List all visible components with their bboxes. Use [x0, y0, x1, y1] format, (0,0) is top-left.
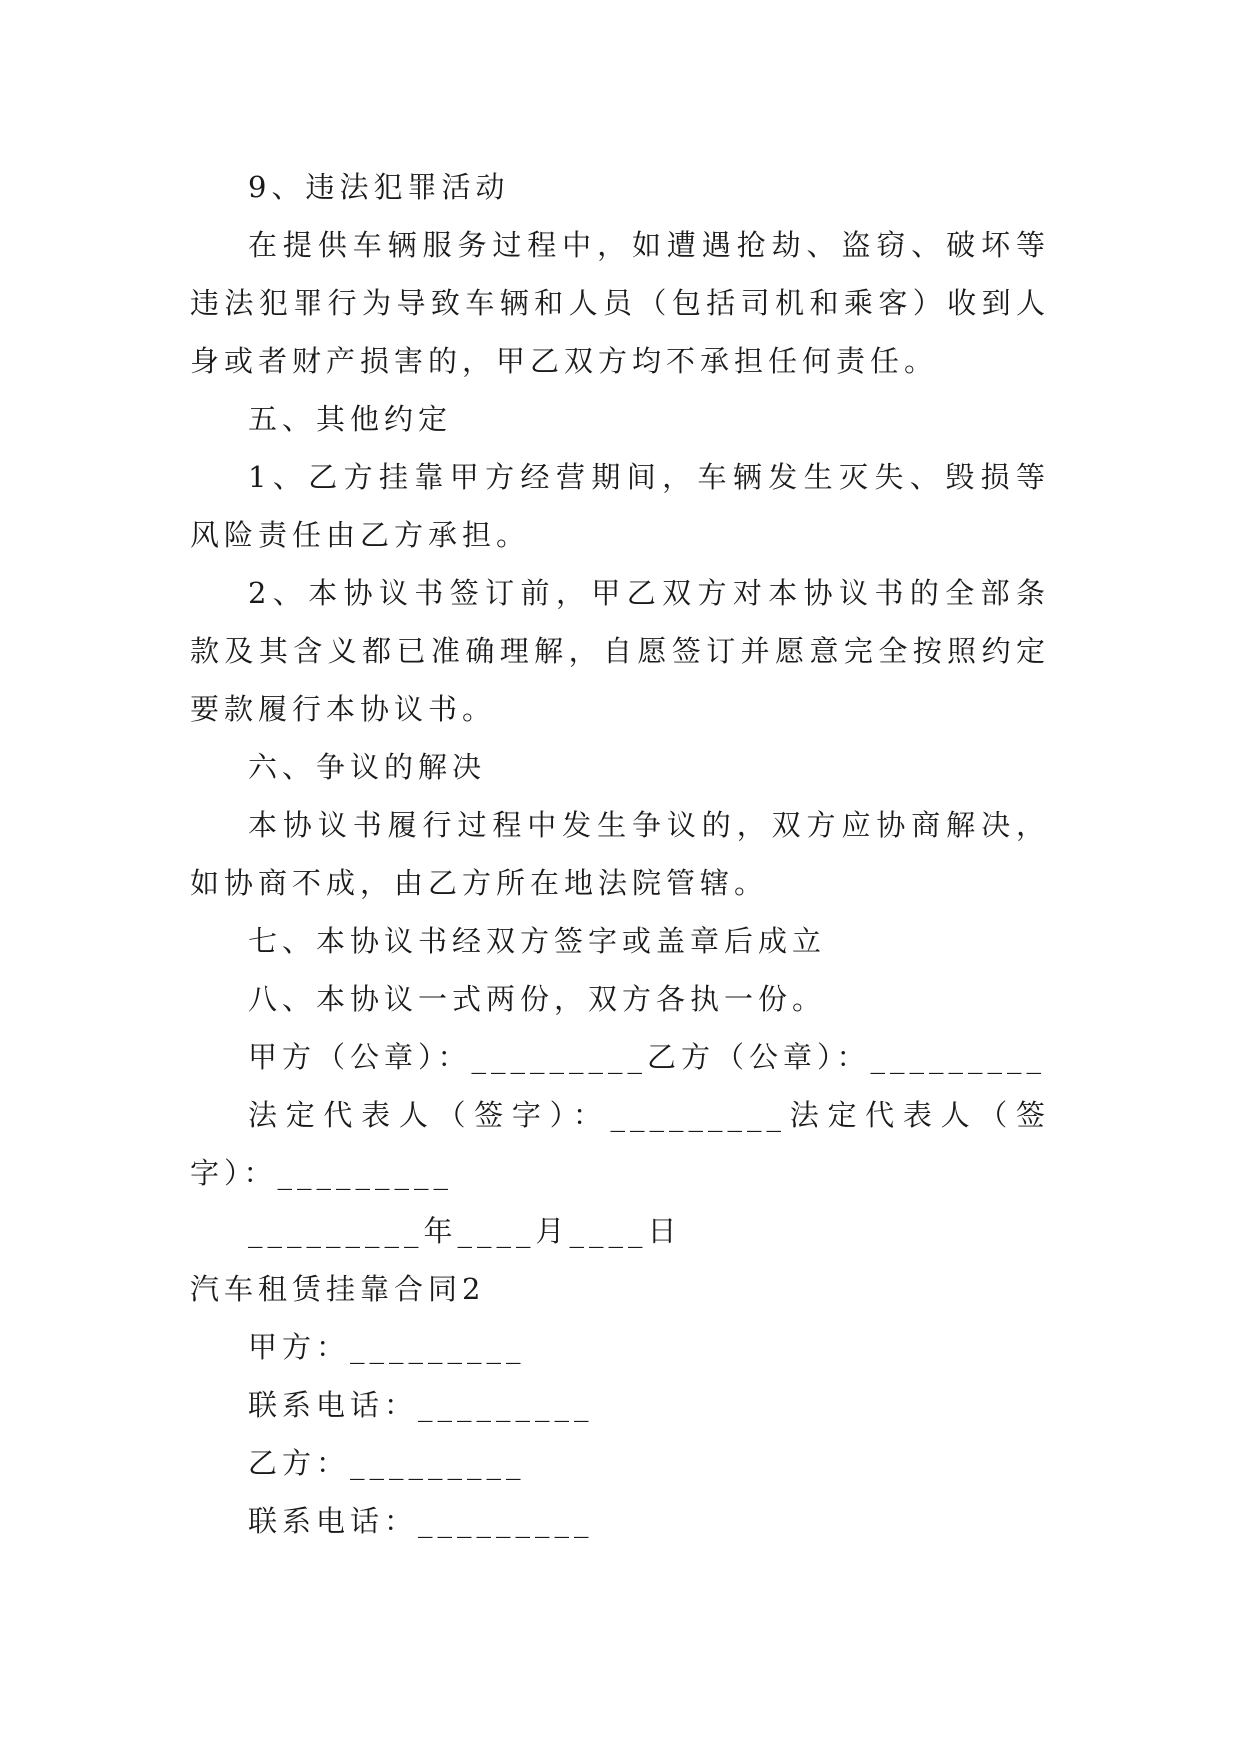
- party-a-line: 甲方：_________: [248, 1330, 526, 1364]
- date-line: _________年____月____日: [248, 1214, 682, 1248]
- contract-2-title: 汽车租赁挂靠合同2: [190, 1272, 486, 1306]
- party-b-phone-line: 联系电话：_________: [248, 1504, 594, 1538]
- section-heading-illegal-activity: 9、违法犯罪活动: [248, 170, 510, 204]
- clause-dispute-text: 本协议书履行过程中发生争议的，双方应协商解决，如协商不成，由乙方所在地法院管辖。: [190, 808, 1050, 900]
- clause-risk-responsibility: 1、乙方挂靠甲方经营期间，车辆发生灭失、毁损等风险责任由乙方承担。: [190, 460, 1050, 552]
- clause-copies: 八、本协议一式两份，双方各执一份。: [248, 982, 827, 1016]
- party-b-line: 乙方：_________: [248, 1446, 526, 1480]
- clause-effective: 七、本协议书经双方签字或盖章后成立: [248, 924, 827, 958]
- clause-illegal-activity-text: 在提供车辆服务过程中，如遭遇抢劫、盗窃、破坏等违法犯罪行为导致车辆和人员（包括司机和乘客）收到人身或者财产损害的，甲乙双方均不承担任何责任。: [190, 228, 1050, 378]
- legal-representative-line: 法定代表人（签字）：_________法定代表人（签字）：_________: [190, 1098, 1050, 1190]
- document-page: [190, 158, 1050, 1550]
- party-a-phone-line: 联系电话：_________: [248, 1388, 594, 1422]
- seal-line: 甲方（公章）：_________乙方（公章）：_________: [248, 1040, 1047, 1074]
- clause-understanding: 2、本协议书签订前，甲乙双方对本协议书的全部条款及其含义都已准确理解，自愿签订并愿意完全按照约定要款履行本协议书。: [190, 576, 1050, 726]
- section-heading-other-agreements: 五、其他约定: [248, 402, 453, 436]
- section-heading-dispute-resolution: 六、争议的解决: [248, 750, 487, 784]
